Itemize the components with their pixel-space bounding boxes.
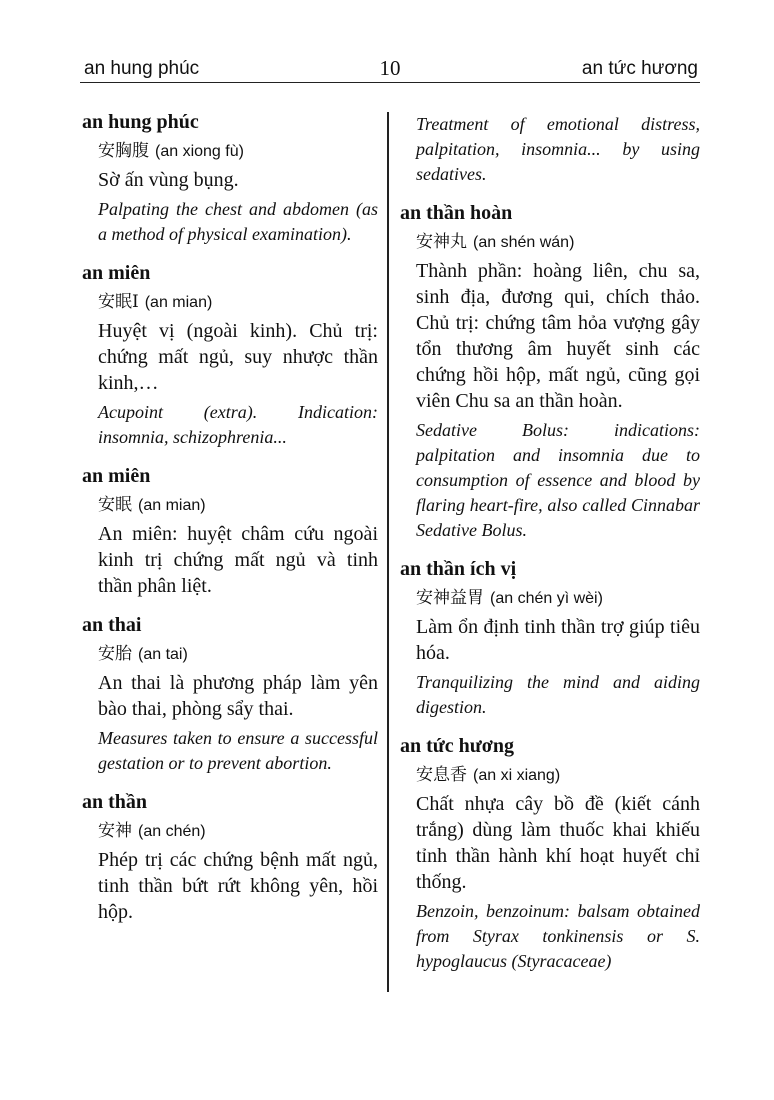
entry-headword: an hung phúc — [82, 111, 199, 133]
english-definition: Sedative Bolus: indications: palpitation and insomnia due to consumption of essence and blood by flaring heart-fire, also called Cinnabar Sedative Bolus. — [416, 420, 700, 540]
entry-headword: an tức hương — [400, 735, 514, 757]
chinese-characters: 安神益胃 — [416, 588, 484, 608]
dictionary-entry — [400, 112, 700, 187]
pinyin-reading: (an tai) — [138, 646, 188, 663]
entry-body — [82, 492, 378, 599]
entry-body — [82, 138, 378, 247]
english-definition: Palpating the chest and abdomen (as a method of physical examination). — [98, 199, 378, 244]
entry-body — [82, 641, 378, 776]
dictionary-entry — [82, 788, 378, 925]
chinese-term — [416, 585, 700, 612]
vietnamese-definition: Sờ ấn vùng bụng. — [98, 169, 239, 191]
dictionary-entry — [400, 555, 700, 720]
entry-headword: an thai — [82, 614, 142, 636]
chinese-term — [98, 641, 378, 668]
column-divider — [387, 112, 389, 992]
chinese-term — [416, 229, 700, 256]
pinyin-reading: (an xiong fù) — [155, 143, 244, 160]
page-header — [80, 56, 700, 83]
dictionary-entry — [82, 611, 378, 776]
chinese-term — [98, 818, 378, 845]
dictionary-entry — [400, 199, 700, 543]
english-definition: Acupoint (extra). Indication: insomnia, schizophrenia... — [98, 402, 378, 447]
chinese-term — [98, 289, 378, 316]
pinyin-reading: (an chén yì wèi) — [490, 590, 603, 607]
entry-body — [400, 229, 700, 543]
vietnamese-definition: An miên: huyệt châm cứu ngoài kinh trị chứng mất ngủ và tinh thần phân liệt. — [98, 523, 378, 597]
pinyin-reading: (an shén wán) — [473, 234, 575, 251]
dictionary-entry — [82, 462, 378, 599]
entry-headword: an thần ích vị — [400, 558, 517, 580]
chinese-characters: 安胸腹 — [98, 141, 149, 161]
right-column — [400, 108, 700, 986]
vietnamese-definition: Thành phần: hoàng liên, chu sa, sinh địa, đương qui, chích thảo. Chủ trị: chứng tâm hỏa vượng gây tổn thương âm huyết sinh các chứng hồi hộp, mất ngủ, cũng gọi viên Chu sa an thần hoàn. — [416, 260, 700, 412]
entry-body — [400, 762, 700, 974]
chinese-characters: 安眠I — [98, 292, 139, 312]
dictionary-entry — [82, 108, 378, 247]
chinese-characters: 安神丸 — [416, 232, 467, 252]
vietnamese-definition: Huyệt vị (ngoài kinh). Chủ trị: chứng mất ngủ, suy nhược thần kinh,… — [98, 320, 378, 394]
entry-body — [82, 289, 378, 450]
pinyin-reading: (an chén) — [138, 823, 206, 840]
dictionary-entry — [400, 732, 700, 974]
chinese-characters: 安眠 — [98, 495, 132, 515]
pinyin-reading: (an mian) — [144, 294, 213, 311]
entry-headword: an thần — [82, 791, 148, 813]
chinese-characters: 安神 — [98, 821, 132, 841]
entry-headword: an thần hoàn — [400, 202, 513, 224]
dictionary-entry — [82, 259, 378, 450]
english-definition: Measures taken to ensure a successful gestation or to prevent abortion. — [98, 728, 378, 773]
pinyin-reading: (an xi xiang) — [473, 767, 561, 784]
entry-headword: an miên — [82, 262, 151, 284]
chinese-term — [98, 492, 378, 519]
header-left-guideword: an hung phúc — [84, 58, 200, 79]
pinyin-reading: (an mian) — [138, 497, 206, 514]
entry-body — [400, 112, 700, 187]
header-right-guideword: an tức hương — [581, 58, 698, 79]
entry-body — [400, 585, 700, 720]
left-column — [82, 108, 378, 937]
chinese-term — [416, 762, 700, 789]
english-definition: Tranquilizing the mind and aiding digestion. — [416, 672, 700, 717]
entry-headword: an miên — [82, 465, 151, 487]
vietnamese-definition: An thai là phương pháp làm yên bào thai, phòng sẩy thai. — [98, 672, 378, 720]
vietnamese-definition: Chất nhựa cây bồ đề (kiết cánh trắng) dùng làm thuốc khai khiếu tỉnh thần hành khí hoạt huyết chỉ thống. — [416, 793, 700, 893]
page-number: 10 — [379, 56, 401, 80]
english-definition: Benzoin, benzoinum: balsam obtained from Styrax tonkinensis or S. hypoglaucus (Styracaceae) — [416, 901, 700, 971]
vietnamese-definition: Phép trị các chứng bệnh mất ngủ, tinh thần bứt rứt không yên, hồi hộp. — [98, 849, 378, 923]
english-definition: Treatment of emotional distress, palpitation, insomnia... by using sedatives. — [416, 114, 700, 184]
vietnamese-definition: Làm ổn định tinh thần trợ giúp tiêu hóa. — [416, 616, 700, 664]
chinese-term — [98, 138, 378, 165]
chinese-characters: 安胎 — [98, 644, 132, 664]
entry-body — [82, 818, 378, 925]
chinese-characters: 安息香 — [416, 765, 467, 785]
